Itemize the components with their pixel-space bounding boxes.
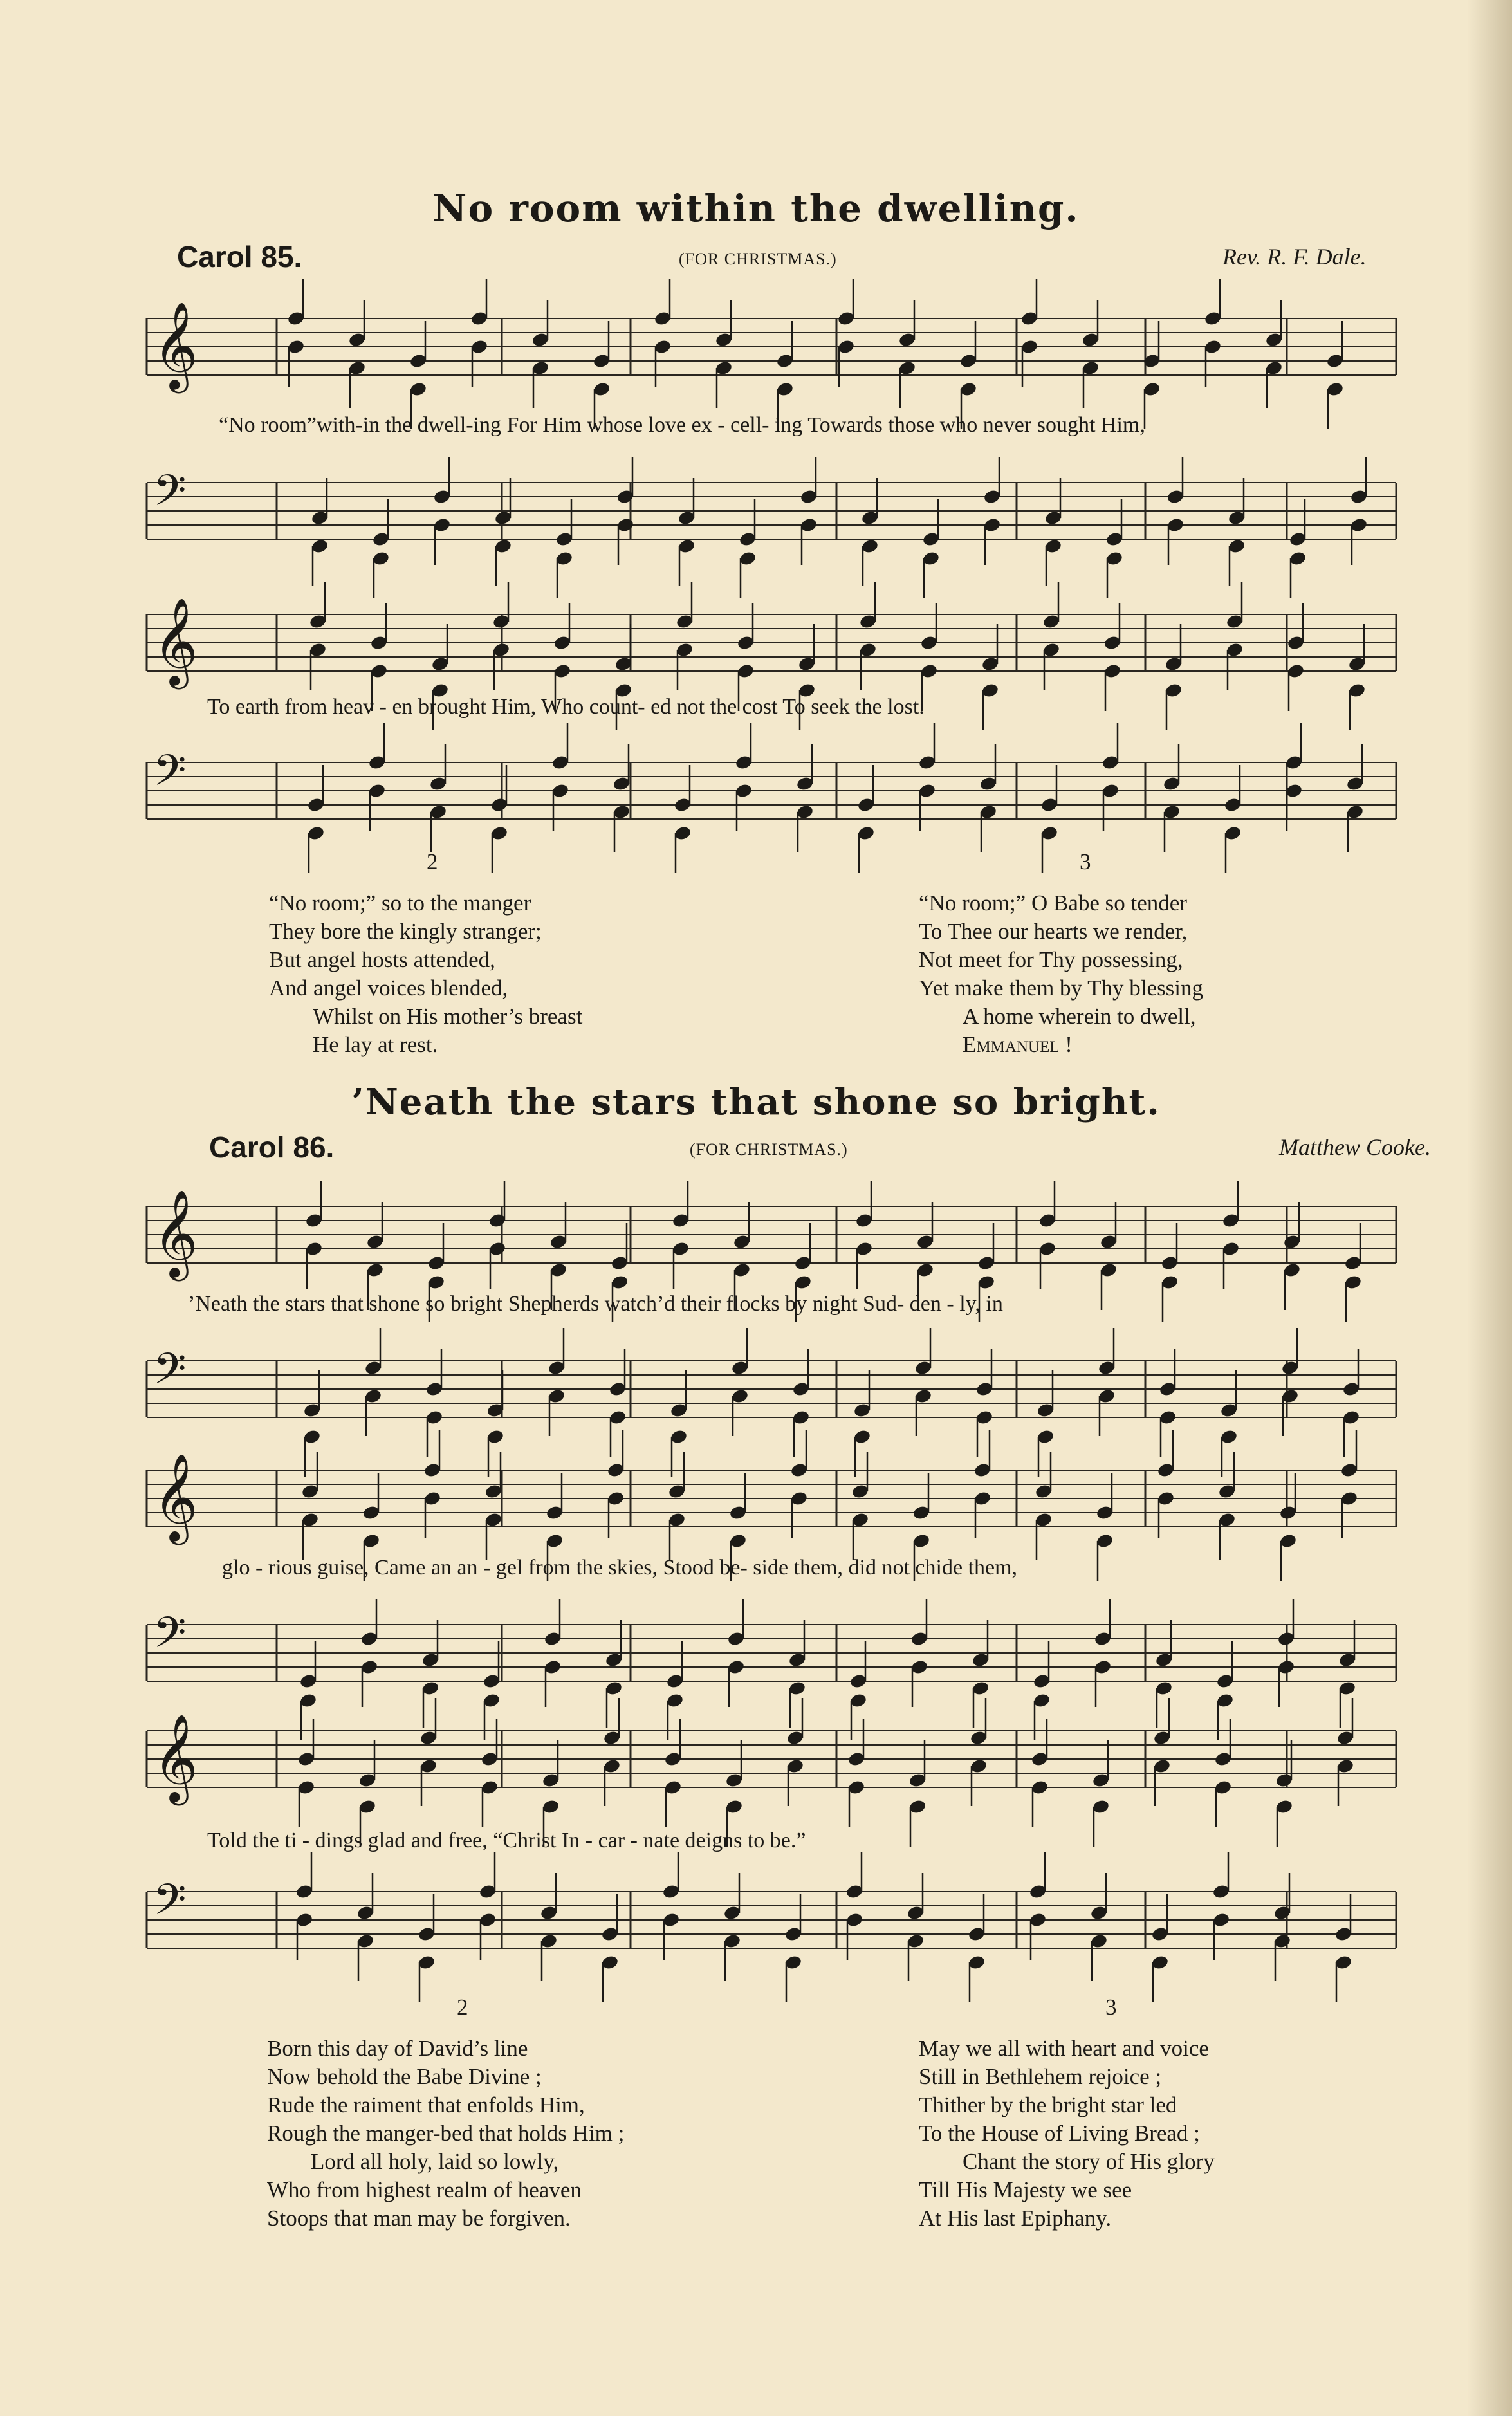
staff-lines	[147, 1731, 1396, 1787]
bass-clef-icon: 𝄢	[153, 466, 187, 526]
staff-lines	[147, 1892, 1396, 1948]
bass-clef-icon: 𝄢	[153, 746, 187, 806]
carol-85-title: No room within the dwelling.	[432, 187, 1080, 230]
verse-line: Thither by the bright star led	[919, 2092, 1177, 2117]
carol-86-lyrics-3: Told the ti - dings glad and free, “Christ In - car - nate deigns to be.”	[207, 1829, 806, 1852]
verse-line: Emmanuel !	[963, 1032, 1073, 1057]
verse-line: At His last Epiphany.	[919, 2206, 1112, 2231]
carol-86-label: Carol 86.	[209, 1130, 335, 1164]
carol-85-label: Carol 85.	[177, 240, 302, 273]
staff-lines	[147, 614, 1396, 671]
carol-86-author: Matthew Cooke.	[1279, 1134, 1431, 1160]
carol-86-lyrics-2: glo - rious guise, Came an an - gel from the skies, Stood be- side them, did not chide them,	[222, 1556, 1018, 1580]
verse-number: 2	[427, 849, 438, 874]
carol-86-occasion: (FOR CHRISTMAS.)	[690, 1140, 848, 1159]
treble-clef-icon: 𝄞	[153, 596, 198, 685]
verse-line: Rough the manger-bed that holds Him ;	[267, 2121, 625, 2146]
carol-86-verse-3	[919, 1993, 1215, 2233]
carol-85-occasion: (FOR CHRISTMAS.)	[679, 250, 837, 268]
staff-lines	[147, 483, 1396, 539]
carol-85-author: Rev. R. F. Dale.	[1222, 244, 1367, 270]
carol-85-system-2-treble	[142, 582, 1396, 711]
staff-lines	[147, 1625, 1396, 1681]
carol-86-title: ’Neath the stars that shone so bright.	[351, 1081, 1161, 1123]
bass-clef-icon: 𝄢	[153, 1344, 187, 1404]
carol-85-system-2-bass	[142, 730, 1396, 859]
carol-86-lyrics-1: ’Neath the stars that shone so bright Shepherds watch’d their flocks by night Sud- den - ly, in	[188, 1292, 1003, 1316]
verse-line: Not meet for Thy possessing,	[919, 947, 1183, 972]
verse-line: Yet make them by Thy blessing	[919, 975, 1204, 1001]
verse-line: To the House of Living Bread ;	[919, 2121, 1200, 2146]
carol-85-lyrics-2: To earth from heav - en brought Him, Who count- ed not the cost To seek the lost.	[207, 695, 925, 719]
carol-86-system-1-treble	[142, 1174, 1396, 1303]
verse-number: 2	[457, 1995, 468, 2020]
carol-86-verse-2	[267, 1993, 624, 2233]
verse-number: 3	[1105, 1995, 1117, 2020]
verse-line: Now behold the Babe Divine ;	[267, 2064, 542, 2089]
verse-line: Whilst on His mother’s breast	[313, 1004, 583, 1029]
carol-86-system-3-treble	[142, 1699, 1396, 1827]
staff-lines	[147, 1470, 1396, 1527]
staff-lines	[147, 762, 1396, 819]
staff-lines	[147, 1361, 1396, 1417]
note-heads	[297, 1698, 1355, 1847]
carol-85-system-1-bass	[142, 450, 1396, 579]
verse-line: He lay at rest.	[313, 1032, 438, 1057]
treble-clef-icon: 𝄞	[153, 1452, 198, 1541]
staff-lines	[147, 1206, 1396, 1263]
verse-line: To Thee our hearts we render,	[919, 919, 1188, 944]
note-heads	[311, 457, 1369, 598]
carol-85-lyrics-1: “No room”with-in the dwell-ing For Him whose love ex - cell- ing Towards those who never sought Him,	[219, 413, 1145, 437]
carol-85-verse-3	[919, 848, 1203, 1059]
treble-clef-icon: 𝄞	[153, 1713, 198, 1802]
verse-line: Stoops that man may be forgiven.	[267, 2206, 571, 2231]
verse-number: 3	[1080, 849, 1091, 874]
carol-86-system-2-treble	[142, 1438, 1396, 1567]
treble-clef-icon: 𝄞	[153, 300, 198, 389]
page-edge-shadow	[1467, 0, 1512, 2416]
note-heads	[295, 1852, 1353, 2002]
verse-line: Chant the story of His glory	[963, 2149, 1215, 2174]
bass-clef-icon: 𝄢	[153, 1875, 187, 1935]
verse-line: And angel voices blended,	[269, 975, 508, 1001]
carol-85-verse-2	[269, 848, 582, 1059]
note-heads	[287, 279, 1345, 429]
verse-line: “No room;” O Babe so tender	[919, 890, 1187, 916]
verse-line: Rude the raiment that enfolds Him,	[267, 2092, 585, 2117]
verse-line: “No room;” so to the manger	[269, 890, 531, 916]
bass-clef-icon: 𝄢	[153, 1608, 187, 1668]
carol-86-system-3-bass	[142, 1859, 1396, 1988]
verse-line: Lord all holy, laid so lowly,	[311, 2149, 559, 2174]
treble-clef-icon: 𝄞	[153, 1188, 198, 1277]
verse-line: Born this day of David’s line	[267, 2036, 528, 2061]
verse-line: But angel hosts attended,	[269, 947, 495, 972]
verse-line: Who from highest realm of heaven	[267, 2177, 582, 2202]
verse-line: They bore the kingly stranger;	[269, 919, 542, 944]
verse-line: May we all with heart and voice	[919, 2036, 1209, 2061]
carol-85-system-1-treble	[142, 286, 1396, 415]
verse-line: A home wherein to dwell,	[963, 1004, 1196, 1029]
verse-line: Still in Bethlehem rejoice ;	[919, 2064, 1162, 2089]
verse-line: Till His Majesty we see	[919, 2177, 1132, 2202]
